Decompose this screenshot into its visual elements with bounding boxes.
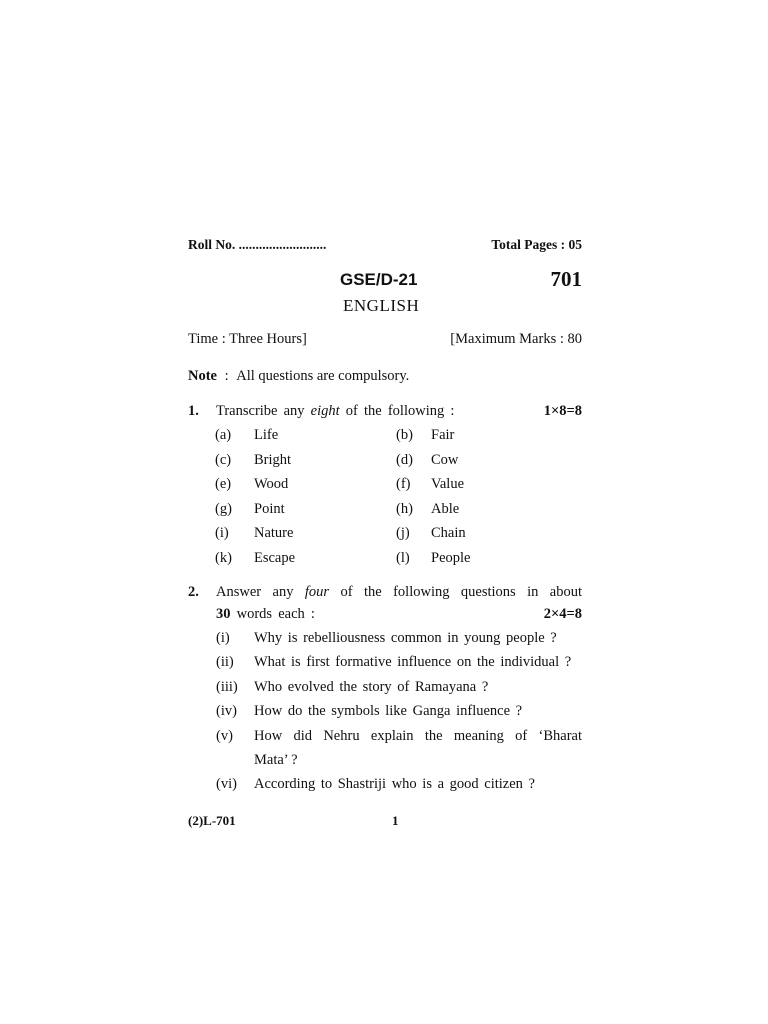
q2-item-label: (ii) xyxy=(216,654,234,670)
q1-text-post: of the following : xyxy=(339,403,455,419)
q1-item-word: Nature xyxy=(254,525,294,541)
q1-item-label: (l) xyxy=(396,549,410,566)
q1-item-word: Cow xyxy=(431,451,459,468)
q2-line1-em: four xyxy=(304,584,330,600)
paper-number: 701 xyxy=(550,267,582,291)
paper-code: GSE/D-21 xyxy=(340,270,418,289)
q1-item-label: (j) xyxy=(396,525,410,541)
q1-item-word: Wood xyxy=(254,476,289,492)
q2-line1-post: of the following questions in about xyxy=(329,584,582,600)
q1-item-label: (e) xyxy=(215,476,232,492)
q1-item-label: (a) xyxy=(215,427,232,443)
q1-number: 1. xyxy=(188,403,199,419)
q2-item-text: Who evolved the story of Ramayana ? xyxy=(254,679,489,695)
page-number: 1 xyxy=(392,813,399,828)
time-label: Time : Three Hours] xyxy=(188,331,307,347)
q1-text xyxy=(216,403,454,420)
q2-marks: 2×4=8 xyxy=(543,606,582,622)
note-text: All questions are compulsory. xyxy=(236,368,410,384)
q1-item-label: (i) xyxy=(215,525,229,541)
q1-text-em: eight xyxy=(310,403,340,419)
q2-item-label: (iv) xyxy=(216,703,237,719)
q2-item-label: (i) xyxy=(216,630,230,646)
q1-item-label: (c) xyxy=(215,451,232,468)
footer-code: (2)L-701 xyxy=(188,813,236,828)
roll-no: Roll No. .......................... xyxy=(188,237,327,252)
q1-item-label: (h) xyxy=(396,500,413,517)
note-label: Note xyxy=(188,368,217,384)
subject-title: ENGLISH xyxy=(343,296,420,315)
q1-item-word: Value xyxy=(431,476,465,492)
q1-item-label: (f) xyxy=(396,476,411,492)
q1-item-word: Bright xyxy=(254,451,292,468)
q2-line1-pre: Answer any xyxy=(216,584,305,600)
q1-item-word: Point xyxy=(254,500,285,517)
q1-item-word: Able xyxy=(431,500,460,517)
q2-item-text: According to Shastriji who is a good citizen ? xyxy=(254,776,535,792)
q2-item-5-continuation: Mata’ ? xyxy=(254,752,298,768)
note-sep: : xyxy=(224,368,229,384)
q1-item-word: Chain xyxy=(431,525,466,541)
q1-text-pre: Transcribe any xyxy=(216,403,311,419)
q2-line2-bold: 30 xyxy=(216,606,231,622)
total-pages: Total Pages : 05 xyxy=(491,237,582,252)
q1-item-word: Escape xyxy=(254,549,296,566)
q2-item-label: (iii) xyxy=(216,679,238,695)
q2-item-label: (v) xyxy=(216,728,233,744)
q2-item-text: How did Nehru explain the meaning of ‘Bharat xyxy=(254,728,582,744)
q2-item-label: (vi) xyxy=(216,776,237,792)
q2-item-text: How do the symbols like Ganga influence ? xyxy=(254,703,523,719)
q2-item-text: Why is rebelliousness common in young people ? xyxy=(254,630,557,646)
q1-marks: 1×8=8 xyxy=(543,403,582,419)
note xyxy=(188,368,409,385)
q1-item-word: Life xyxy=(254,427,279,443)
q2-number: 2. xyxy=(188,584,199,600)
q1-item-label: (k) xyxy=(215,549,232,566)
max-marks: [Maximum Marks : 80 xyxy=(450,331,582,347)
q1-item-label: (b) xyxy=(396,427,413,443)
q2-line1 xyxy=(216,584,582,601)
q1-item-word: People xyxy=(431,549,471,566)
q2-line2-rest: words each : xyxy=(230,606,315,622)
q1-item-label: (d) xyxy=(396,451,413,468)
q2-item-text: What is first formative influence on the individual ? xyxy=(254,654,572,670)
q2-line2 xyxy=(216,606,315,623)
q1-item-label: (g) xyxy=(215,500,232,517)
q1-item-word: Fair xyxy=(431,427,455,443)
